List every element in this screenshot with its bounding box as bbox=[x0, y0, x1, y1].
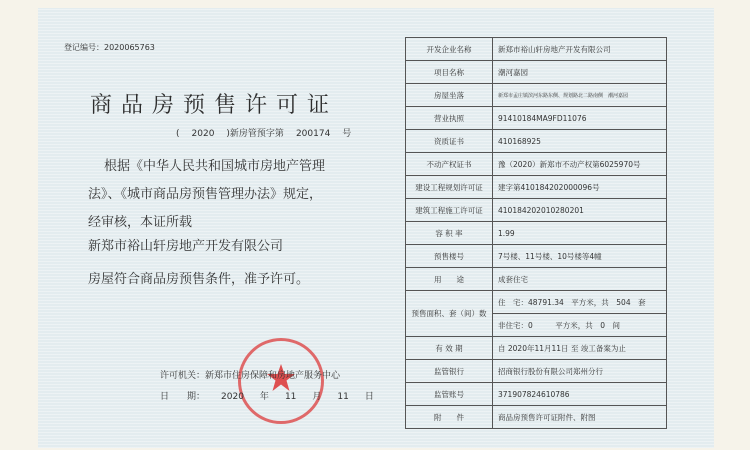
field-label: 房屋坐落 bbox=[406, 84, 493, 107]
field-label: 不动产权证书 bbox=[406, 153, 493, 176]
field-value: 新郑市裕山轩房地产开发有限公司 bbox=[493, 38, 667, 61]
field-label: 监管银行 bbox=[406, 360, 493, 383]
field-value: 成套住宅 bbox=[493, 268, 667, 291]
body-line-2: 法》、《城市商品房预售管理办法》规定， bbox=[88, 187, 323, 202]
field-value: 91410184MA9FD11076 bbox=[493, 107, 667, 130]
field-value: 410168925 bbox=[493, 130, 667, 153]
table-row bbox=[406, 245, 667, 268]
closing-text: 房屋符合商品房预售条件，准予许可。 bbox=[88, 272, 310, 287]
field-label: 预售楼号 bbox=[406, 245, 493, 268]
table-row bbox=[406, 291, 667, 314]
field-value: 招商银行股份有限公司郑州分行 bbox=[493, 360, 667, 383]
date-label: 日 期： bbox=[160, 392, 206, 402]
month-char: 月 bbox=[312, 392, 322, 402]
company-name: 新郑市裕山轩房地产开发有限公司 bbox=[88, 239, 284, 254]
field-label: 用 途 bbox=[406, 268, 493, 291]
date-month: 11 bbox=[284, 392, 297, 402]
table-row bbox=[406, 337, 667, 360]
registration-label: 登记编号： bbox=[64, 43, 104, 52]
field-label: 开发企业名称 bbox=[406, 38, 493, 61]
field-value: 371907824610786 bbox=[493, 383, 667, 406]
field-label: 有 效 期 bbox=[406, 337, 493, 360]
field-value: 豫（2020）新郑市不动产权第6025970号 bbox=[493, 153, 667, 176]
table-row bbox=[406, 383, 667, 406]
field-value: 住 宅：48791.34 平方米，共 504 套 bbox=[493, 291, 667, 314]
authority-label: 许可机关： bbox=[160, 371, 206, 381]
authority-value: 新郑市住房保障和房地产服务中心 bbox=[205, 371, 341, 381]
field-label: 预售面积、套（间）数 bbox=[406, 291, 493, 337]
field-label: 监管账号 bbox=[406, 383, 493, 406]
table-row bbox=[406, 153, 667, 176]
field-label: 资质证书 bbox=[406, 130, 493, 153]
issue-date bbox=[160, 389, 390, 402]
field-label: 建筑工程施工许可证 bbox=[406, 199, 493, 222]
permit-number-value: 200174 bbox=[295, 129, 331, 139]
permit-year: 2020 bbox=[191, 129, 215, 139]
year-char: 年 bbox=[259, 392, 269, 402]
table-row bbox=[406, 130, 667, 153]
field-value: 1.99 bbox=[493, 222, 667, 245]
permit-number bbox=[170, 126, 357, 139]
table-row bbox=[406, 222, 667, 245]
table-row bbox=[406, 38, 667, 61]
field-value: 自 2020年11月11日 至 竣工备案为止 bbox=[493, 337, 667, 360]
table-row bbox=[406, 406, 667, 429]
field-label: 营业执照 bbox=[406, 107, 493, 130]
field-value: 商品房预售许可证附件、附图 bbox=[493, 406, 667, 429]
permit-prefix: )新房管预字第 bbox=[226, 129, 284, 139]
field-label: 附 件 bbox=[406, 406, 493, 429]
date-day: 11 bbox=[337, 392, 349, 402]
field-value: 410184202010280201 bbox=[493, 199, 667, 222]
day-char: 日 bbox=[364, 392, 374, 402]
permit-details-table bbox=[405, 37, 667, 429]
table-row bbox=[406, 84, 667, 107]
table-row bbox=[406, 176, 667, 199]
certificate-title: 商品房预售许可证 bbox=[90, 93, 339, 118]
paren-open: ( bbox=[176, 129, 180, 139]
field-value: 非住宅：0 平方米，共 0 间 bbox=[493, 314, 667, 337]
registration-number bbox=[64, 42, 155, 53]
field-value: 7号楼、11号楼、10号楼等4幢 bbox=[493, 245, 667, 268]
table-row bbox=[406, 107, 667, 130]
table-row bbox=[406, 61, 667, 84]
field-value: 新郑市孟庄镇滨河东路东侧、规划路北二路南侧 潮河嘉园 bbox=[493, 84, 667, 107]
field-value: 潮河嘉园 bbox=[493, 61, 667, 84]
registration-value: 2020065763 bbox=[104, 43, 155, 52]
body-line-1: 根据《中华人民共和国城市房地产管理 bbox=[104, 159, 326, 174]
issuing-authority bbox=[160, 368, 340, 381]
date-year: 2020 bbox=[221, 392, 244, 402]
field-value: 建字第410184202000096号 bbox=[493, 176, 667, 199]
permit-suffix: 号 bbox=[342, 129, 352, 139]
field-label: 项目名称 bbox=[406, 61, 493, 84]
table-row bbox=[406, 360, 667, 383]
table-row bbox=[406, 199, 667, 222]
field-label: 容 积 率 bbox=[406, 222, 493, 245]
body-line-3: 经审核，本证所载 bbox=[88, 215, 193, 230]
official-seal bbox=[238, 338, 324, 424]
field-label: 建设工程规划许可证 bbox=[406, 176, 493, 199]
table-row bbox=[406, 268, 667, 291]
